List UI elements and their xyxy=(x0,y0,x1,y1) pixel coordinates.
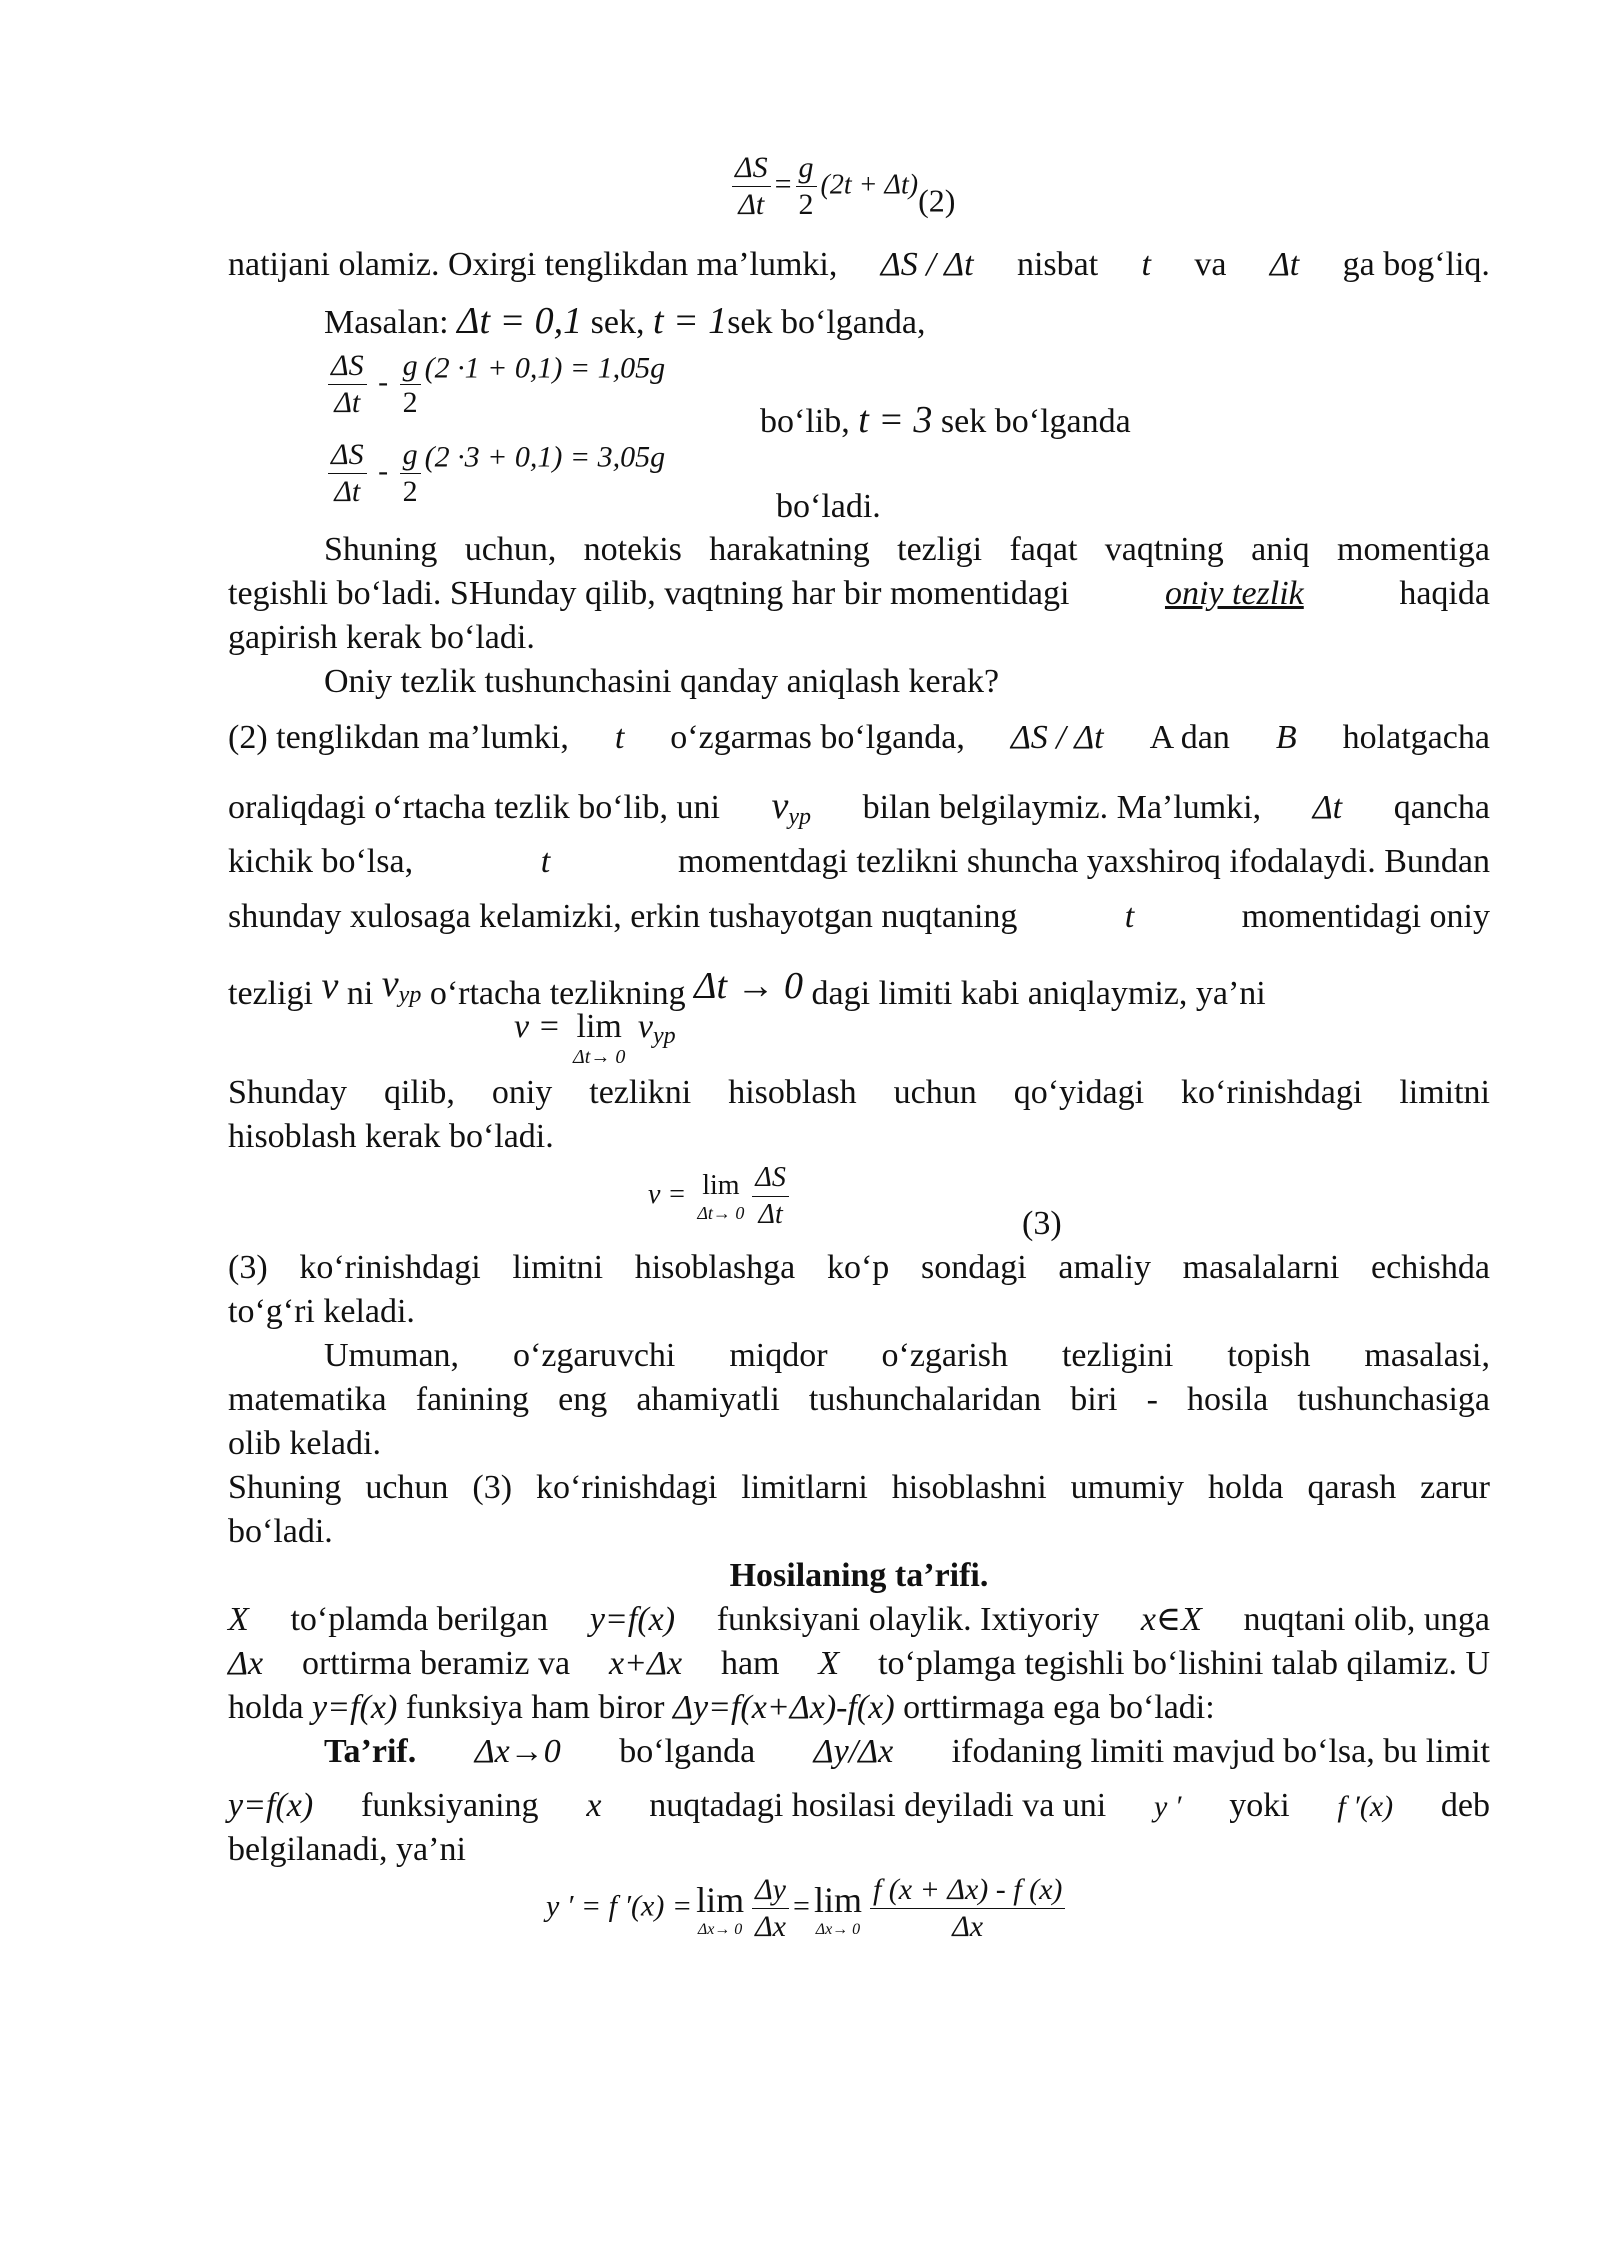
text-line: kichik bo‘lsa, t momentdagi tezlikni shuncha yaxshiroq ifodalaydi. Bundan xyxy=(228,843,1490,880)
text-line: Shuning uchun, notekis harakatning tezligi faqat vaqtning aniq momentiga xyxy=(324,531,1490,568)
equation-2: $\frac{\Delta S}{\Delta t}$ = $\frac{g}{2}$ (2t + Δt)(2) xyxy=(728,150,955,223)
text-line: Shuning uchun (3) ko‘rinishdagi limitlarni hisoblashni umumiy holda qarash zarur xyxy=(228,1469,1490,1506)
text-line: X to‘plamda berilgan y=f(x) funksiyani olaylik. Ixtiyoriy x∈X nuqtani olib, unga xyxy=(228,1601,1490,1638)
fraction-g-2: $\frac{g}{2}$ xyxy=(796,150,817,223)
text-line: oraliqdagi o‘rtacha tezlik bo‘lib, uni vyp bilan belgilaymiz. Ma’lumki, Δt qancha xyxy=(228,785,1490,830)
text-line: bo‘ladi. xyxy=(776,488,881,525)
text-line: (3) ko‘rinishdagi limitni hisoblashga ko‘p sondagi amaliy masalalarni echishda xyxy=(228,1249,1490,1286)
text-line: shunday xulosaga kelamizki, erkin tushayotgan nuqtaning t momentidagi oniy xyxy=(228,898,1490,935)
definition-label: Ta’rif. xyxy=(324,1733,417,1770)
limit-equation: v = lim Δt→ 0 vyp xyxy=(514,1008,676,1068)
text-line: tegishli bo‘ladi. SHunday qilib, vaqtning har bir momentidagi oniy tezlik haqida xyxy=(228,572,1490,616)
text-line: bo‘lib, t = 3 sek bo‘lganda xyxy=(760,399,1131,441)
text-line: Δx orttirma beramiz va x+Δx ham X to‘plamga tegishli bo‘lishini talab qilamiz. U xyxy=(228,1645,1490,1682)
text-line: natijani olamiz. Oxirgi tenglikdan ma’lumki, ΔS / Δt nisbat t va Δt ga bog‘liq. xyxy=(228,246,1490,283)
text-line: Masalan: Δt = 0,1 sek, t = 1sek bo‘lganda, xyxy=(324,300,926,342)
equation-3: v = lim Δt→ 0 $\frac{\Delta S}{\Delta t}$ xyxy=(648,1160,793,1233)
text-line: holda y=f(x) funksiya ham biror Δy=f(x+Δx)-f(x) orttirmaga ega bo‘ladi: xyxy=(228,1689,1215,1726)
text-line: hisoblash kerak bo‘ladi. xyxy=(228,1118,554,1155)
example-equation-2: $\frac{\Delta S}{\Delta t}$ - $\frac{g}{2}$ (2 ·3 + 0,1) = 3,05g xyxy=(324,437,665,510)
question-line: Oniy tezlik tushunchasini qanday aniqlash kerak? xyxy=(324,663,1000,700)
text-line: Shunday qilib, oniy tezlikni hisoblash uchun qo‘yidagi ko‘rinishdagi limitni xyxy=(228,1074,1490,1111)
equation-number: (2) xyxy=(918,182,956,219)
text-line: Umuman, o‘zgaruvchi miqdor o‘zgarish tezligini topish masalasi, xyxy=(324,1337,1490,1374)
text-line: bo‘ladi. xyxy=(228,1513,333,1550)
text-line: gapirish kerak bo‘ladi. xyxy=(228,619,535,656)
section-heading: Hosilaning ta’rifi. xyxy=(729,1557,989,1594)
equation-number: (3) xyxy=(1022,1205,1062,1242)
text-line: (2) tenglikdan ma’lumki, t o‘zgarmas bo‘lganda, ΔS / Δt A dan B holatgacha xyxy=(228,719,1490,756)
text-line: to‘g‘ri keladi. xyxy=(228,1293,415,1330)
derivative-equation: y ′ = f ′(x) = lim Δx→ 0 $\frac{\Delta y}{\Delta x}$ = lim Δx→ 0 $\frac{f (x + \Delta x) - f (x)}{\Delta x}$ xyxy=(546,1872,1069,1945)
text-line: olib keladi. xyxy=(228,1425,381,1462)
text-line: Ta’rif. Δx→0 bo‘lganda Δy/Δx ifodaning limiti mavjud bo‘lsa, bu limit xyxy=(324,1730,1490,1774)
text-line: y=f(x) funksiyaning x nuqtadagi hosilasi deyiladi va uni y ′ yoki f ′(x) deb xyxy=(228,1787,1490,1824)
oniy-tezlik-term: oniy tezlik xyxy=(1164,575,1304,612)
text-line: matematika fanining eng ahamiyatli tushunchalaridan biri - hosila tushunchasiga xyxy=(228,1381,1490,1418)
text-line: belgilanadi, ya’ni xyxy=(228,1831,466,1868)
example-equation-1: $\frac{\Delta S}{\Delta t}$ - $\frac{g}{2}$ (2 ·1 + 0,1) = 1,05g xyxy=(324,348,665,421)
fraction-ds-dt: $\frac{\Delta S}{\Delta t}$ xyxy=(732,150,771,223)
document-page xyxy=(228,0,1490,2262)
text-line: tezligi v ni vyp o‘rtacha tezlikning Δt → 0 dagi limiti kabi aniqlaymiz, ya’ni xyxy=(228,963,1266,1012)
